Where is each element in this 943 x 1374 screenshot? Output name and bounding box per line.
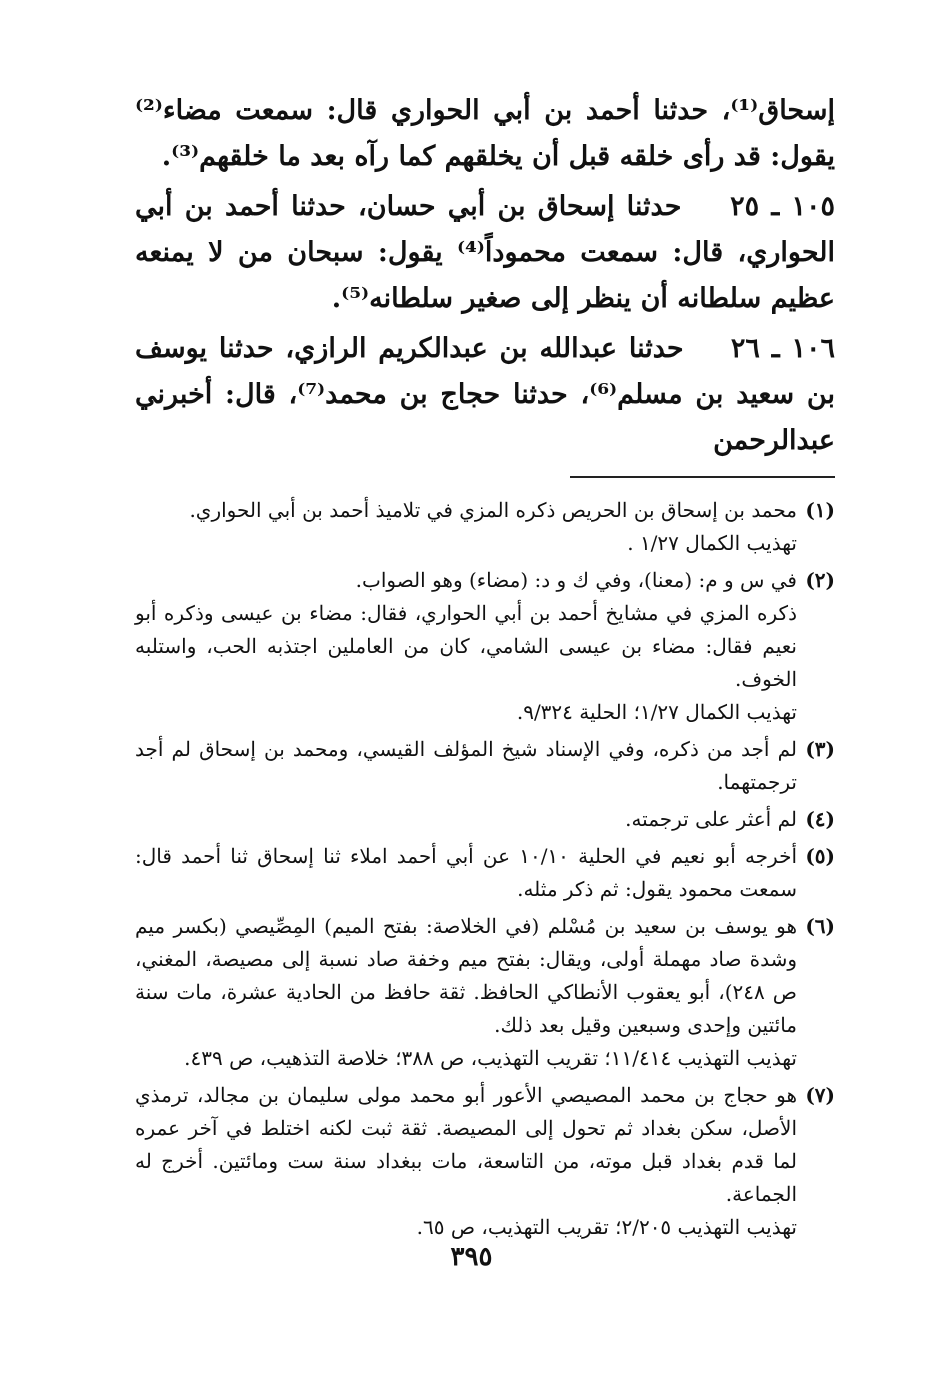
hadith-text: حدثنا إسحاق بن أبي حسان، حدثنا أحمد بن أبي الحواري، قال: سمعت محموداً⁽⁴⁾ يقول: سبحان من لا يمنعه عظيم سلطانه أن ينظر إلى صغير سلطانه⁽⁵⁾.	[135, 191, 836, 314]
footnote-5	[135, 840, 835, 906]
footnote-4	[135, 803, 835, 836]
hadith-number: ١٠٦ ـ ٢٦	[730, 333, 835, 364]
footnote-number: (٢)	[805, 568, 835, 592]
footnote-reference: تهذيب الكمال ١/٢٧؛ الحلية ٩/٣٢٤.	[516, 700, 797, 724]
footnote-1	[135, 494, 835, 560]
footnote-text: لم أجد من ذكره، وفي الإسناد شيخ المؤلف القيسي، ومحمد بن إسحاق لم أجد ترجمتهما.	[135, 737, 797, 794]
hadith-number: ١٠٥ ـ ٢٥	[730, 191, 835, 222]
footnote-text: محمد بن إسحاق بن الحريص ذكره المزي في تلاميذ أحمد بن أبي الحواري.	[189, 498, 797, 522]
footnote-text: ذكره المزي في مشايخ أحمد بن أبي الحواري، فقال: مضاء بن عيسى وذكره أبو نعيم فقال: مضاء بن عيسى الشامي، كان من العاملين اجتذبه الحب، واستلبه الخوف.	[135, 601, 797, 691]
footnote-number: (٤)	[805, 807, 835, 831]
footnote-text: هو حجاج بن محمد المصيصي الأعور أبو محمد مولى سليمان بن مجالد، ترمذي الأصل، سكن بغداد ثم تحول إلى المصيصة. ثقة ثبت لكنه اختلط في آخر عمره لما قدم بغداد قبل موته، من التاسعة، مات ببغداد سنة ست ومائتين. أخرج له الجماعة.	[135, 1083, 797, 1206]
hadith-105	[135, 184, 835, 322]
hadith-106	[135, 326, 835, 464]
footnotes	[135, 494, 835, 1244]
footnote-text: أخرجه أبو نعيم في الحلية ١٠/١٠ عن أبي أحمد املاء ثنا إسحاق ثنا أحمد قال: سمعت محمود يقول: ثم ذكر مثله.	[135, 844, 797, 901]
footnote-number: (٣)	[805, 737, 835, 761]
footnote-6	[135, 910, 835, 1075]
paragraph-1: إسحاق⁽¹⁾، حدثنا أحمد بن أبي الحواري قال: سمعت مضاء⁽²⁾ يقول: قد رأى خلقه قبل أن يخلقهم كما رآه بعد ما خلقهم⁽³⁾.	[135, 95, 835, 172]
footnote-7	[135, 1079, 835, 1244]
hadith-text: حدثنا عبدالله بن عبدالكريم الرازي، حدثنا يوسف بن سعيد بن مسلم⁽⁶⁾، حدثنا حجاج بن محمد⁽⁷⁾، قال: أخبرني عبدالرحمن	[135, 333, 836, 456]
main-text	[135, 88, 835, 464]
footnote-text: في س و م: (معنا)، وفي ك و د: (مضاء) وهو الصواب.	[355, 568, 797, 592]
footnote-reference: تهذيب التهذيب ٢/٢٠٥؛ تقريب التهذيب، ص ٦٥.	[416, 1215, 797, 1239]
footnote-number: (٦)	[805, 914, 835, 938]
footnote-text: هو يوسف بن سعيد بن مُسْلم (في الخلاصة: بفتح الميم) المِصِّيصي (بكسر ميم وشدة صاد مهملة أولى، ويقال: بفتح ميم وخفة صاد نسبة إلى مصيصة، المغني، ص ٢٤٨)، أبو يعقوب الأنطاكي الحافظ. ثقة حافظ من الحادية عشرة، مات سنة مائتين وإحدى وسبعين وقيل بعد ذلك.	[135, 914, 797, 1037]
footnote-text: لم أعثر على ترجمته.	[625, 807, 797, 831]
footnote-3	[135, 733, 835, 799]
footnote-number: (١)	[805, 498, 835, 522]
footnote-2	[135, 564, 835, 729]
page-number: ٣٩٥	[450, 1242, 493, 1272]
footnote-reference: تهذيب التهذيب ١١/٤١٤؛ تقريب التهذيب، ص ٣٨٨؛ خلاصة التذهيب، ص ٤٣٩.	[184, 1046, 797, 1070]
footnote-number: (٧)	[805, 1083, 835, 1107]
footnote-separator	[570, 476, 835, 478]
page-content	[135, 88, 835, 1248]
footnote-number: (٥)	[805, 844, 835, 868]
footnote-reference: تهذيب الكمال ١/٢٧ .	[627, 531, 797, 555]
